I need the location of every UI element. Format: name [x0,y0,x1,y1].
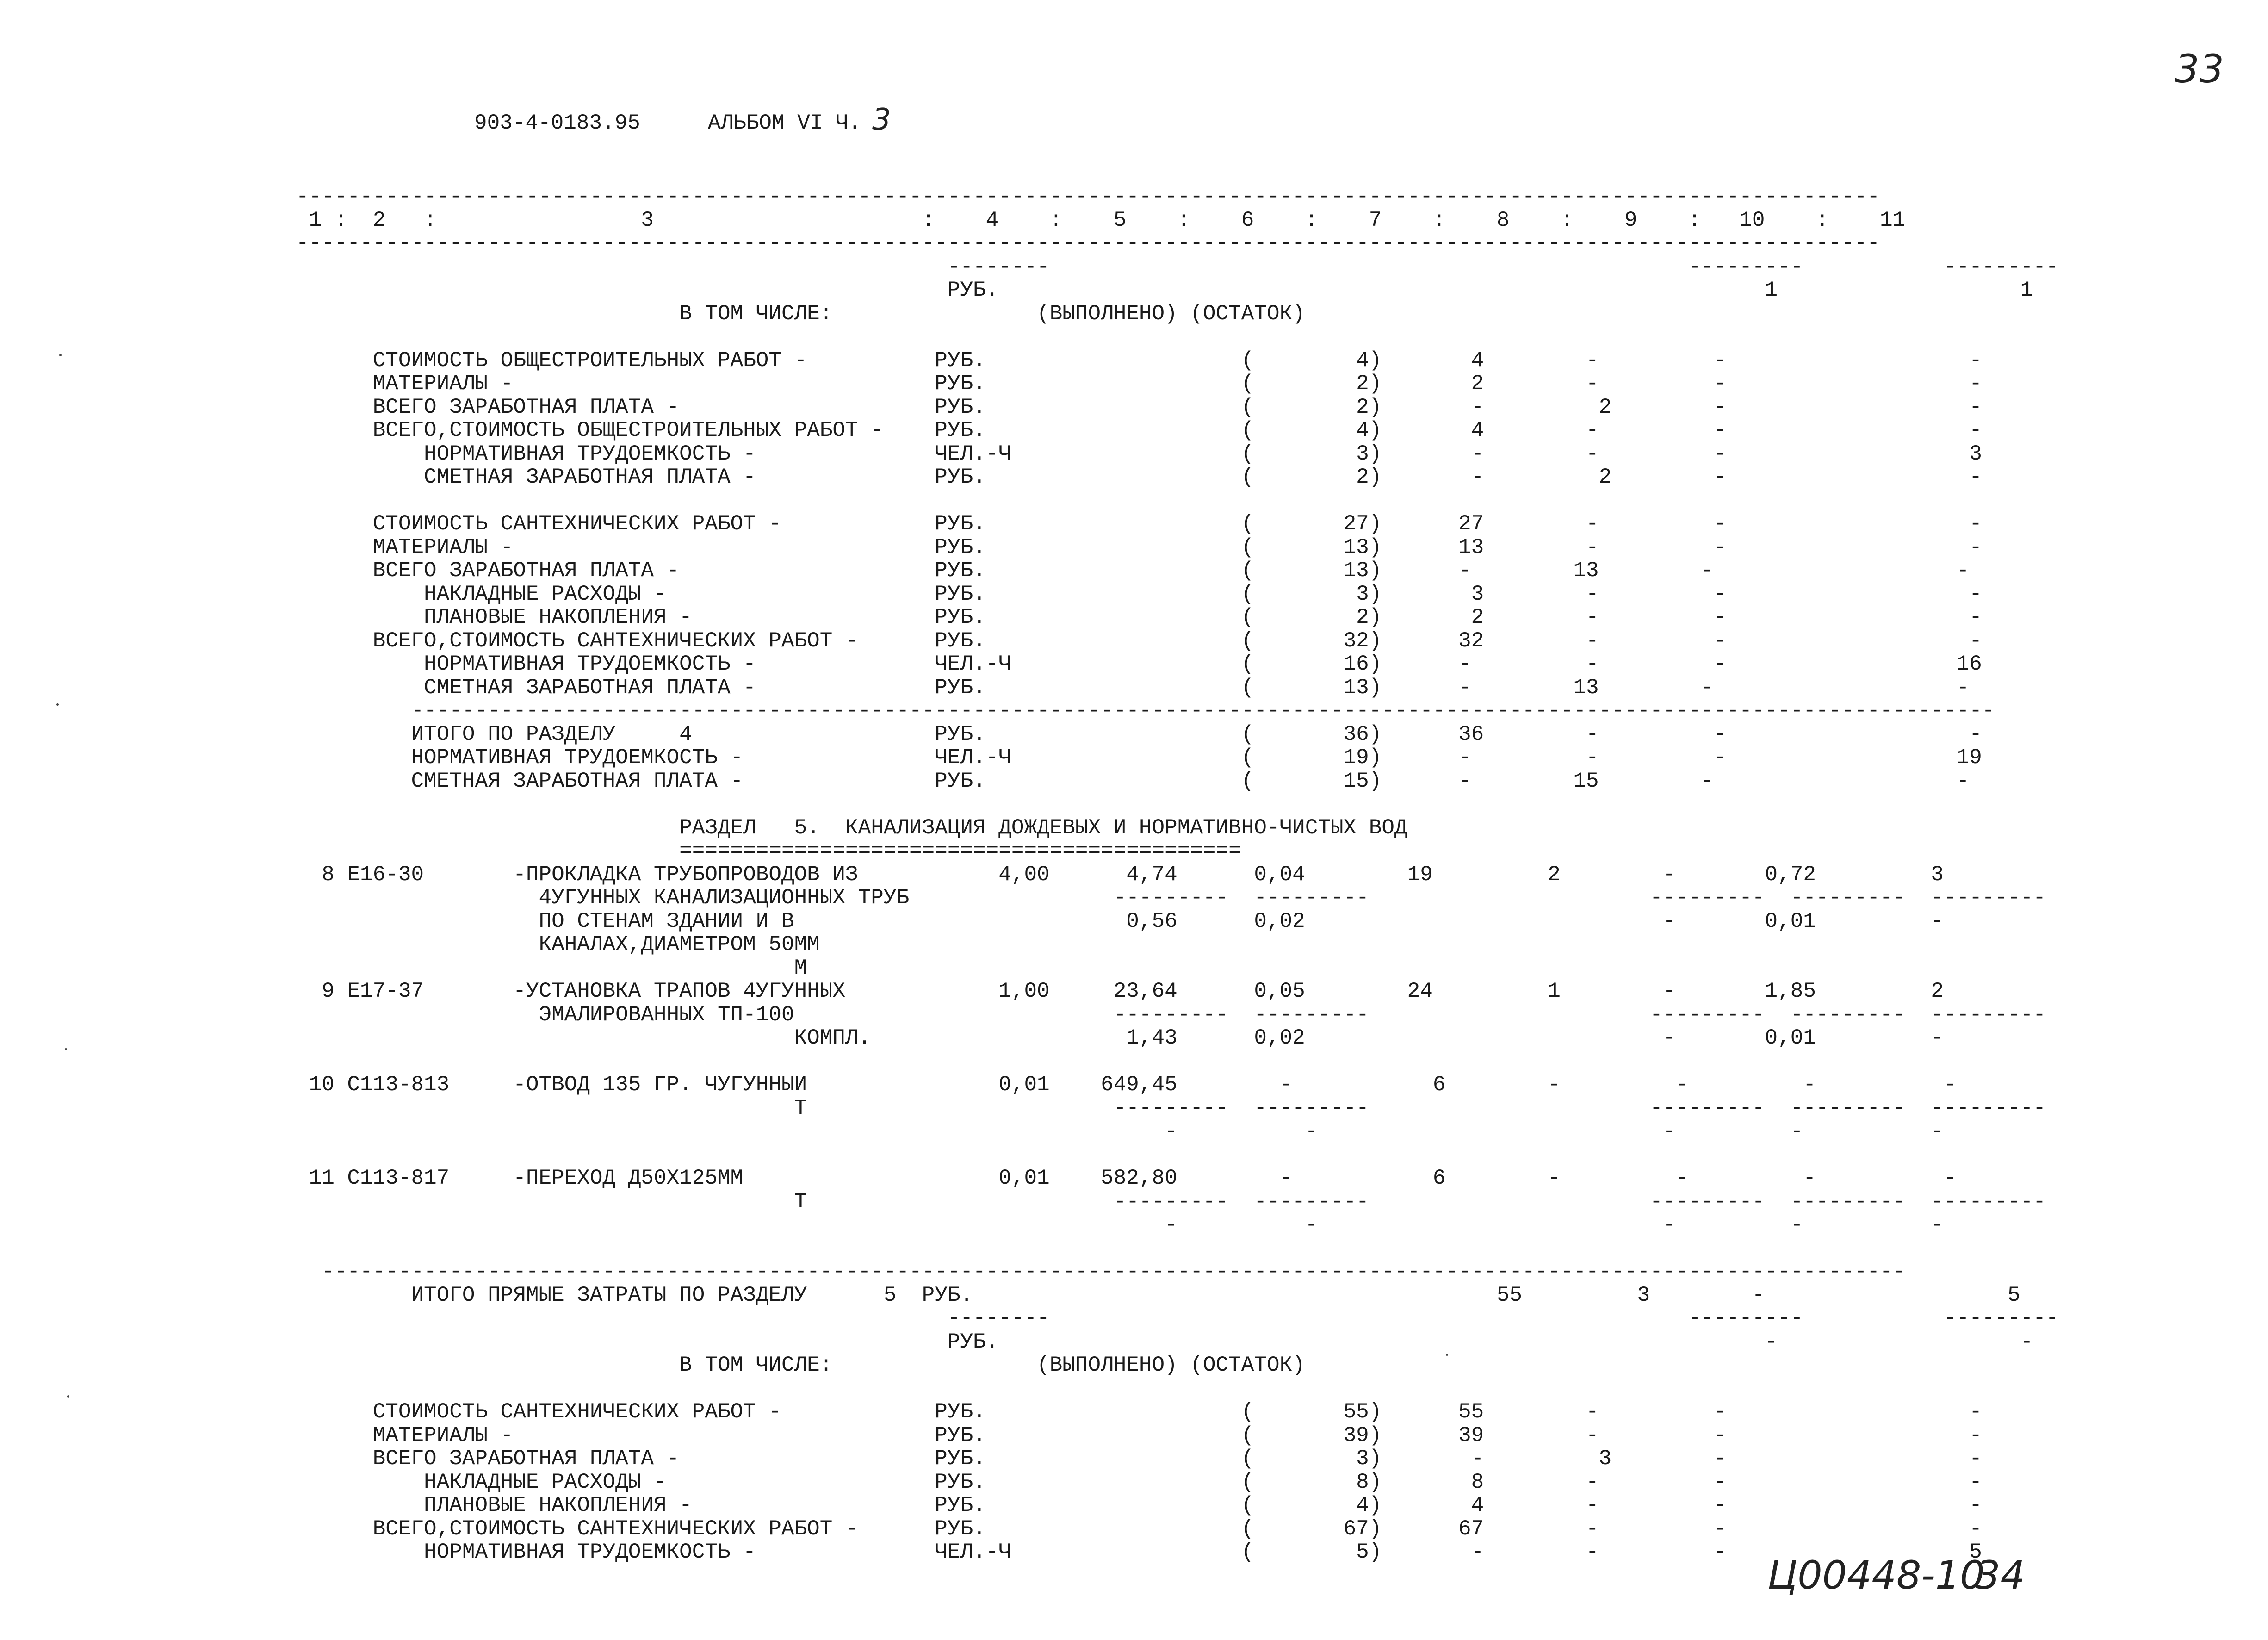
table-line: СТОИМОСТЬ ОБЩЕСТРОИТЕЛЬНЫХ РАБОТ - РУБ. ( 4) 4 - - - [296,348,1982,373]
table-line: МАТЕРИАЛЫ - РУБ. ( 2) 2 - - - [296,372,1982,396]
table-line: ВСЕГО,СТОИМОСТЬ САНТЕХНИЧЕСКИХ РАБОТ - РУБ. ( 67) 67 - - - [296,1516,1982,1541]
table-line: ИТОГО ПРЯМЫЕ ЗАТРАТЫ ПО РАЗДЕЛУ 5 РУБ. 55 3 - 5 [296,1283,2020,1307]
table-line [296,1377,2077,1401]
table-line: СМЕТНАЯ ЗАРАБОТНАЯ ПЛАТА - РУБ. ( 13) - 13 - - [296,675,1970,700]
table-line [296,1143,2077,1167]
table-line: ВСЕГО ЗАРАБОТНАЯ ПЛАТА - РУБ. ( 13) - 13 - - [296,559,1970,583]
table-line: РУБ. - - [296,1329,2033,1354]
album-label: АЛЬБОМ VI Ч. [708,111,861,135]
table-line: ИТОГО ПО РАЗДЕЛУ 4 РУБ. ( 36) 36 - - - [296,722,1982,746]
scan-speck [67,1395,69,1398]
table-line: ЭМАЛИРОВАННЫХ ТП-100 --------- --------- --------- --------- --------- [296,1002,2046,1027]
table-line: 8 Е16-30 -ПРОКЛАДКА ТРУБОПРОВОДОВ ИЗ 4,00 4,74 0,04 19 2 - 0,72 3 [296,862,1944,887]
table-line: РУБ. 1 1 [296,278,2033,302]
table-line: - - - - - [296,1213,1944,1237]
album-part-handwritten: 3 [872,103,891,137]
scan-speck [65,1048,67,1050]
table-line [296,325,2077,349]
table-line: 11 С113-817 -ПЕРЕХОД Д50Х125ММ 0,01 582,80 - 6 - - - - [296,1166,1957,1190]
table-line: -------- --------- --------- [296,1306,2059,1330]
table-line: НОРМАТИВНАЯ ТРУДОЕМКОСТЬ - ЧЕЛ.-Ч ( 19) - - - 19 [296,745,1982,770]
table-line: ПЛАНОВЫЕ НАКОПЛЕНИЯ - РУБ. ( 4) 4 - - - [296,1493,1982,1517]
table-line: ---------------------------------------------------------------------------------------------------------------------------- [296,185,1880,209]
table-line: В ТОМ ЧИСЛЕ: (ВЫПОЛНЕНО) (ОСТАТОК) [296,1353,1305,1377]
table-line: ПЛАНОВЫЕ НАКОПЛЕНИЯ - РУБ. ( 2) 2 - - - [296,605,1982,629]
document-code: 903-4-0183.95 [474,111,640,135]
table-line: ВСЕГО ЗАРАБОТНАЯ ПЛАТА - РУБ. ( 3) - 3 - - [296,1447,1982,1471]
table-line: СТОИМОСТЬ САНТЕХНИЧЕСКИХ РАБОТ - РУБ. ( 55) 55 - - - [296,1400,1982,1424]
scan-speck [1446,1354,1448,1356]
table-line: КАНАЛАХ,ДИАМЕТРОМ 50ММ [296,932,820,957]
table-line: ПО СТЕНАМ ЗДАНИИ И В 0,56 0,02 - 0,01 - [296,909,1944,933]
estimate-table [296,185,2077,1564]
table-line: 9 Е17-37 -УСТАНОВКА ТРАПОВ 4УГУННЫХ 1,00 23,64 0,05 24 1 - 1,85 2 [296,979,1944,1003]
table-line [296,489,2077,513]
table-line: НОРМАТИВНАЯ ТРУДОЕМКОСТЬ - ЧЕЛ.-Ч ( 3) - - - 3 [296,441,1982,466]
footer-page-handwritten: 34 [1976,1553,2025,1598]
table-line: 4УГУННЫХ КАНАЛИЗАЦИОННЫХ ТРУБ --------- --------- --------- --------- --------- [296,886,2046,910]
table-line: НОРМАТИВНАЯ ТРУДОЕМКОСТЬ - ЧЕЛ.-Ч ( 5) - - - 5 [296,1540,1982,1564]
table-line: ВСЕГО ЗАРАБОТНАЯ ПЛАТА - РУБ. ( 2) - 2 - - [296,395,1982,419]
table-line: НАКЛАДНЫЕ РАСХОДЫ - РУБ. ( 3) 3 - - - [296,582,1982,606]
table-line: РАЗДЕЛ 5. КАНАЛИЗАЦИЯ ДОЖДЕВЫХ И НОРМАТИВНО-ЧИСТЫХ ВОД [296,815,1407,840]
table-line: СМЕТНАЯ ЗАРАБОТНАЯ ПЛАТА - РУБ. ( 15) - 15 - - [296,769,1970,793]
table-line: СМЕТНАЯ ЗАРАБОТНАЯ ПЛАТА - РУБ. ( 2) - 2 - - [296,465,1982,489]
table-line [296,793,2077,816]
table-line: МАТЕРИАЛЫ - РУБ. ( 13) 13 - - - [296,535,1982,559]
table-line: НАКЛАДНЫЕ РАСХОДЫ - РУБ. ( 8) 8 - - - [296,1470,1982,1494]
table-line [296,1050,2077,1074]
table-line: ---------------------------------------------------------------------------------------------------------------------------- [296,699,1995,723]
scan-speck [59,354,62,356]
footer-stamp-handwritten: Ц00448-10 [1767,1553,1985,1598]
table-line: НОРМАТИВНАЯ ТРУДОЕМКОСТЬ - ЧЕЛ.-Ч ( 16) - - - 16 [296,652,1982,676]
table-line: ---------------------------------------------------------------------------------------------------------------------------- [296,1260,1906,1284]
table-line: В ТОМ ЧИСЛЕ: (ВЫПОЛНЕНО) (ОСТАТОК) [296,301,1305,326]
table-line: М [296,956,807,980]
table-line: 10 С113-813 -ОТВОД 135 ГР. ЧУГУННЫИ 0,01 649,45 - 6 - - - - [296,1073,1957,1097]
table-line: Т --------- --------- --------- --------- --------- [296,1189,2046,1214]
table-line: - - - - - [296,1119,1944,1143]
table-line: ВСЕГО,СТОИМОСТЬ ОБЩЕСТРОИТЕЛЬНЫХ РАБОТ - РУБ. ( 4) 4 - - - [296,418,1982,442]
table-line: МАТЕРИАЛЫ - РУБ. ( 39) 39 - - - [296,1423,1982,1447]
table-line: 1 : 2 : 3 : 4 : 5 : 6 : 7 : 8 : 9 : 10 : 11 [296,208,1906,232]
table-line: Т --------- --------- --------- --------- --------- [296,1096,2046,1120]
page-number-handwritten: 33 [2175,46,2224,92]
scan-speck [56,703,59,706]
table-line: СТОИМОСТЬ САНТЕХНИЧЕСКИХ РАБОТ - РУБ. ( 27) 27 - - - [296,512,1982,536]
table-line [296,1237,2077,1261]
table-line: ---------------------------------------------------------------------------------------------------------------------------- [296,231,1880,255]
table-line: ============================================ [296,839,1241,863]
table-line: -------- --------- --------- [296,255,2059,279]
table-line: КОМПЛ. 1,43 0,02 - 0,01 - [296,1026,1944,1050]
table-line: ВСЕГО,СТОИМОСТЬ САНТЕХНИЧЕСКИХ РАБОТ - РУБ. ( 32) 32 - - - [296,628,1982,653]
